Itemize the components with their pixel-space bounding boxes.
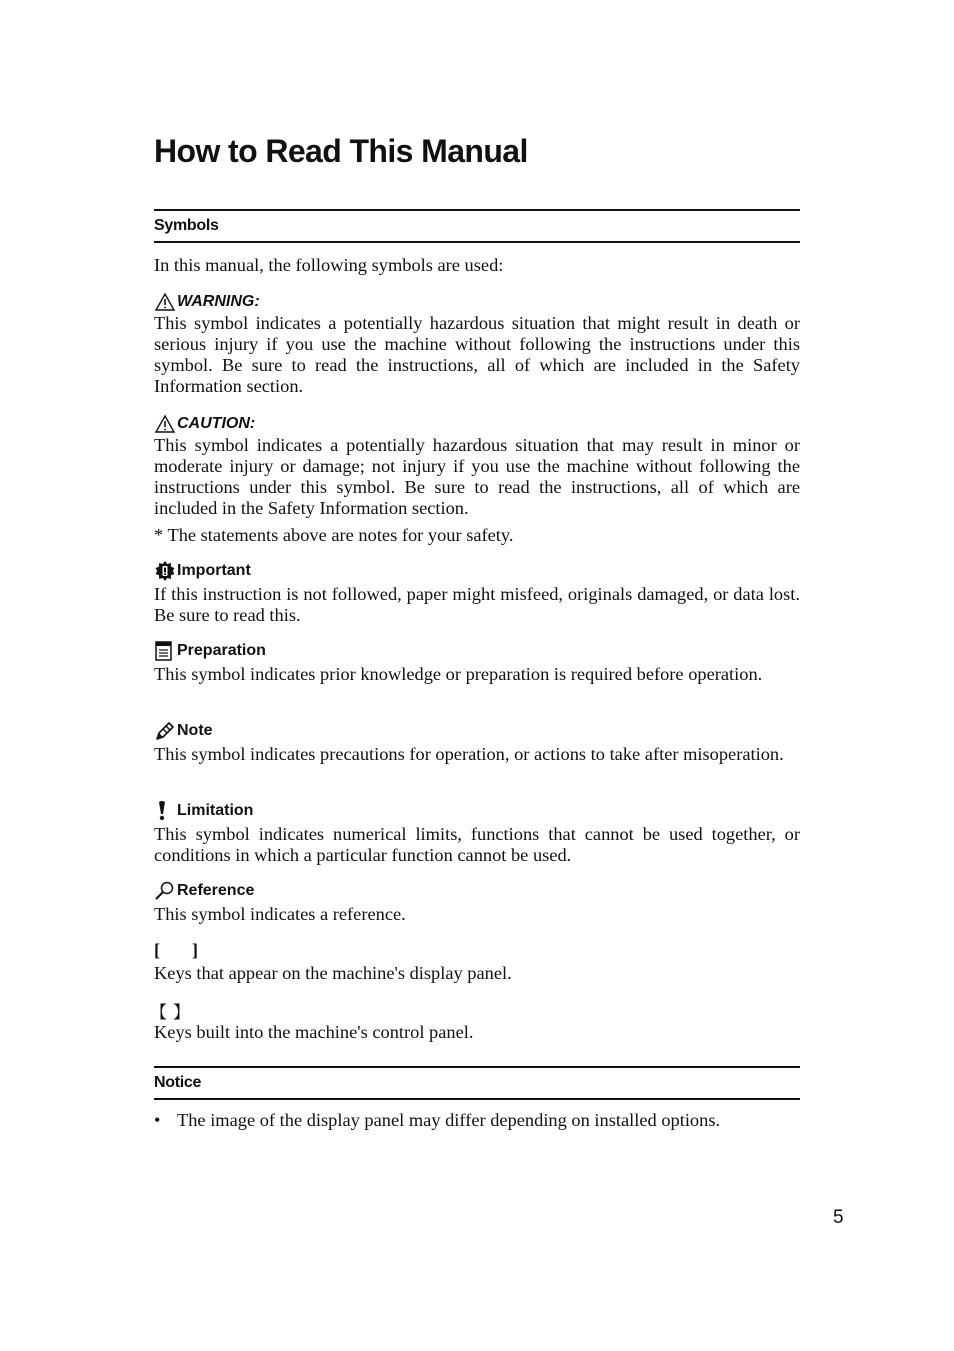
control-keys-text: Keys built into the machine's control panel. (154, 1022, 474, 1042)
limitation-text: This symbol indicates numerical limits, functions that cannot be used together, or conditions in which a particular function cannot be used. (154, 824, 800, 865)
safety-note: * The statements above are notes for your safety. (154, 525, 514, 545)
limitation-label-row (154, 800, 253, 822)
notice-item-text: The image of the display panel may differ depending on installed options. (177, 1110, 721, 1130)
symbols-intro: In this manual, the following symbols are used: (154, 255, 504, 275)
page-title: How to Read This Manual (154, 133, 528, 169)
reference-text: This symbol indicates a reference. (154, 904, 406, 924)
note-label: Note (177, 722, 213, 739)
display-key-brackets (154, 940, 198, 961)
warning-triangle-icon (154, 291, 176, 313)
important-text: If this instruction is not followed, paper might misfeed, originals damaged, or data lost. Be sure to read this. (154, 584, 800, 625)
control-key-close-bracket: 】 (173, 1003, 190, 1023)
note-label-row (154, 720, 213, 742)
note-text: This symbol indicates precautions for operation, or actions to take after misoperation. (154, 744, 784, 764)
display-key-close-bracket: ] (192, 940, 198, 960)
reference-label-row (154, 880, 254, 902)
display-keys-text: Keys that appear on the machine's display panel. (154, 963, 512, 983)
limitation-exclamation-icon (154, 800, 176, 822)
symbols-heading: Symbols (154, 217, 219, 234)
notice-section-header (154, 1066, 800, 1100)
preparation-label-row (154, 640, 266, 662)
notice-heading: Notice (154, 1074, 202, 1091)
reference-label: Reference (177, 882, 255, 899)
magnifier-icon (154, 880, 176, 902)
bullet-marker: • (154, 1110, 161, 1130)
caution-text: This symbol indicates a potentially hazardous situation that may result in minor or moderate injury or damage; not injury if you use the machine without following the instructions under this symbol. Be sure to read the instructions, all of which are included in the Safety Information section. (154, 435, 800, 518)
notice-list-item (154, 1110, 800, 1131)
control-key-brackets (150, 998, 190, 1023)
important-badge-icon (154, 560, 176, 582)
warning-label: WARNING: (177, 293, 260, 310)
important-label-row (154, 560, 251, 582)
preparation-text: This symbol indicates prior knowledge or preparation is required before operation. (154, 664, 763, 684)
caution-label: CAUTION: (177, 415, 256, 432)
preparation-label: Preparation (177, 642, 266, 659)
display-key-open-bracket: [ (154, 940, 160, 960)
preparation-notepad-icon (154, 640, 176, 662)
caution-label-row (154, 413, 255, 435)
symbols-section-header (154, 209, 800, 243)
warning-label-row (154, 291, 260, 313)
important-label: Important (177, 562, 251, 579)
limitation-label: Limitation (177, 802, 254, 819)
control-key-open-bracket: 【 (150, 1003, 167, 1023)
pencil-icon (154, 720, 176, 742)
page-number: 5 (833, 1207, 844, 1228)
caution-triangle-icon (154, 413, 176, 435)
warning-text: This symbol indicates a potentially hazardous situation that might result in death or serious injury if you use the machine without following the instructions under this symbol. Be sure to read the instructions, all of which are included in the Safety Information section. (154, 313, 800, 396)
